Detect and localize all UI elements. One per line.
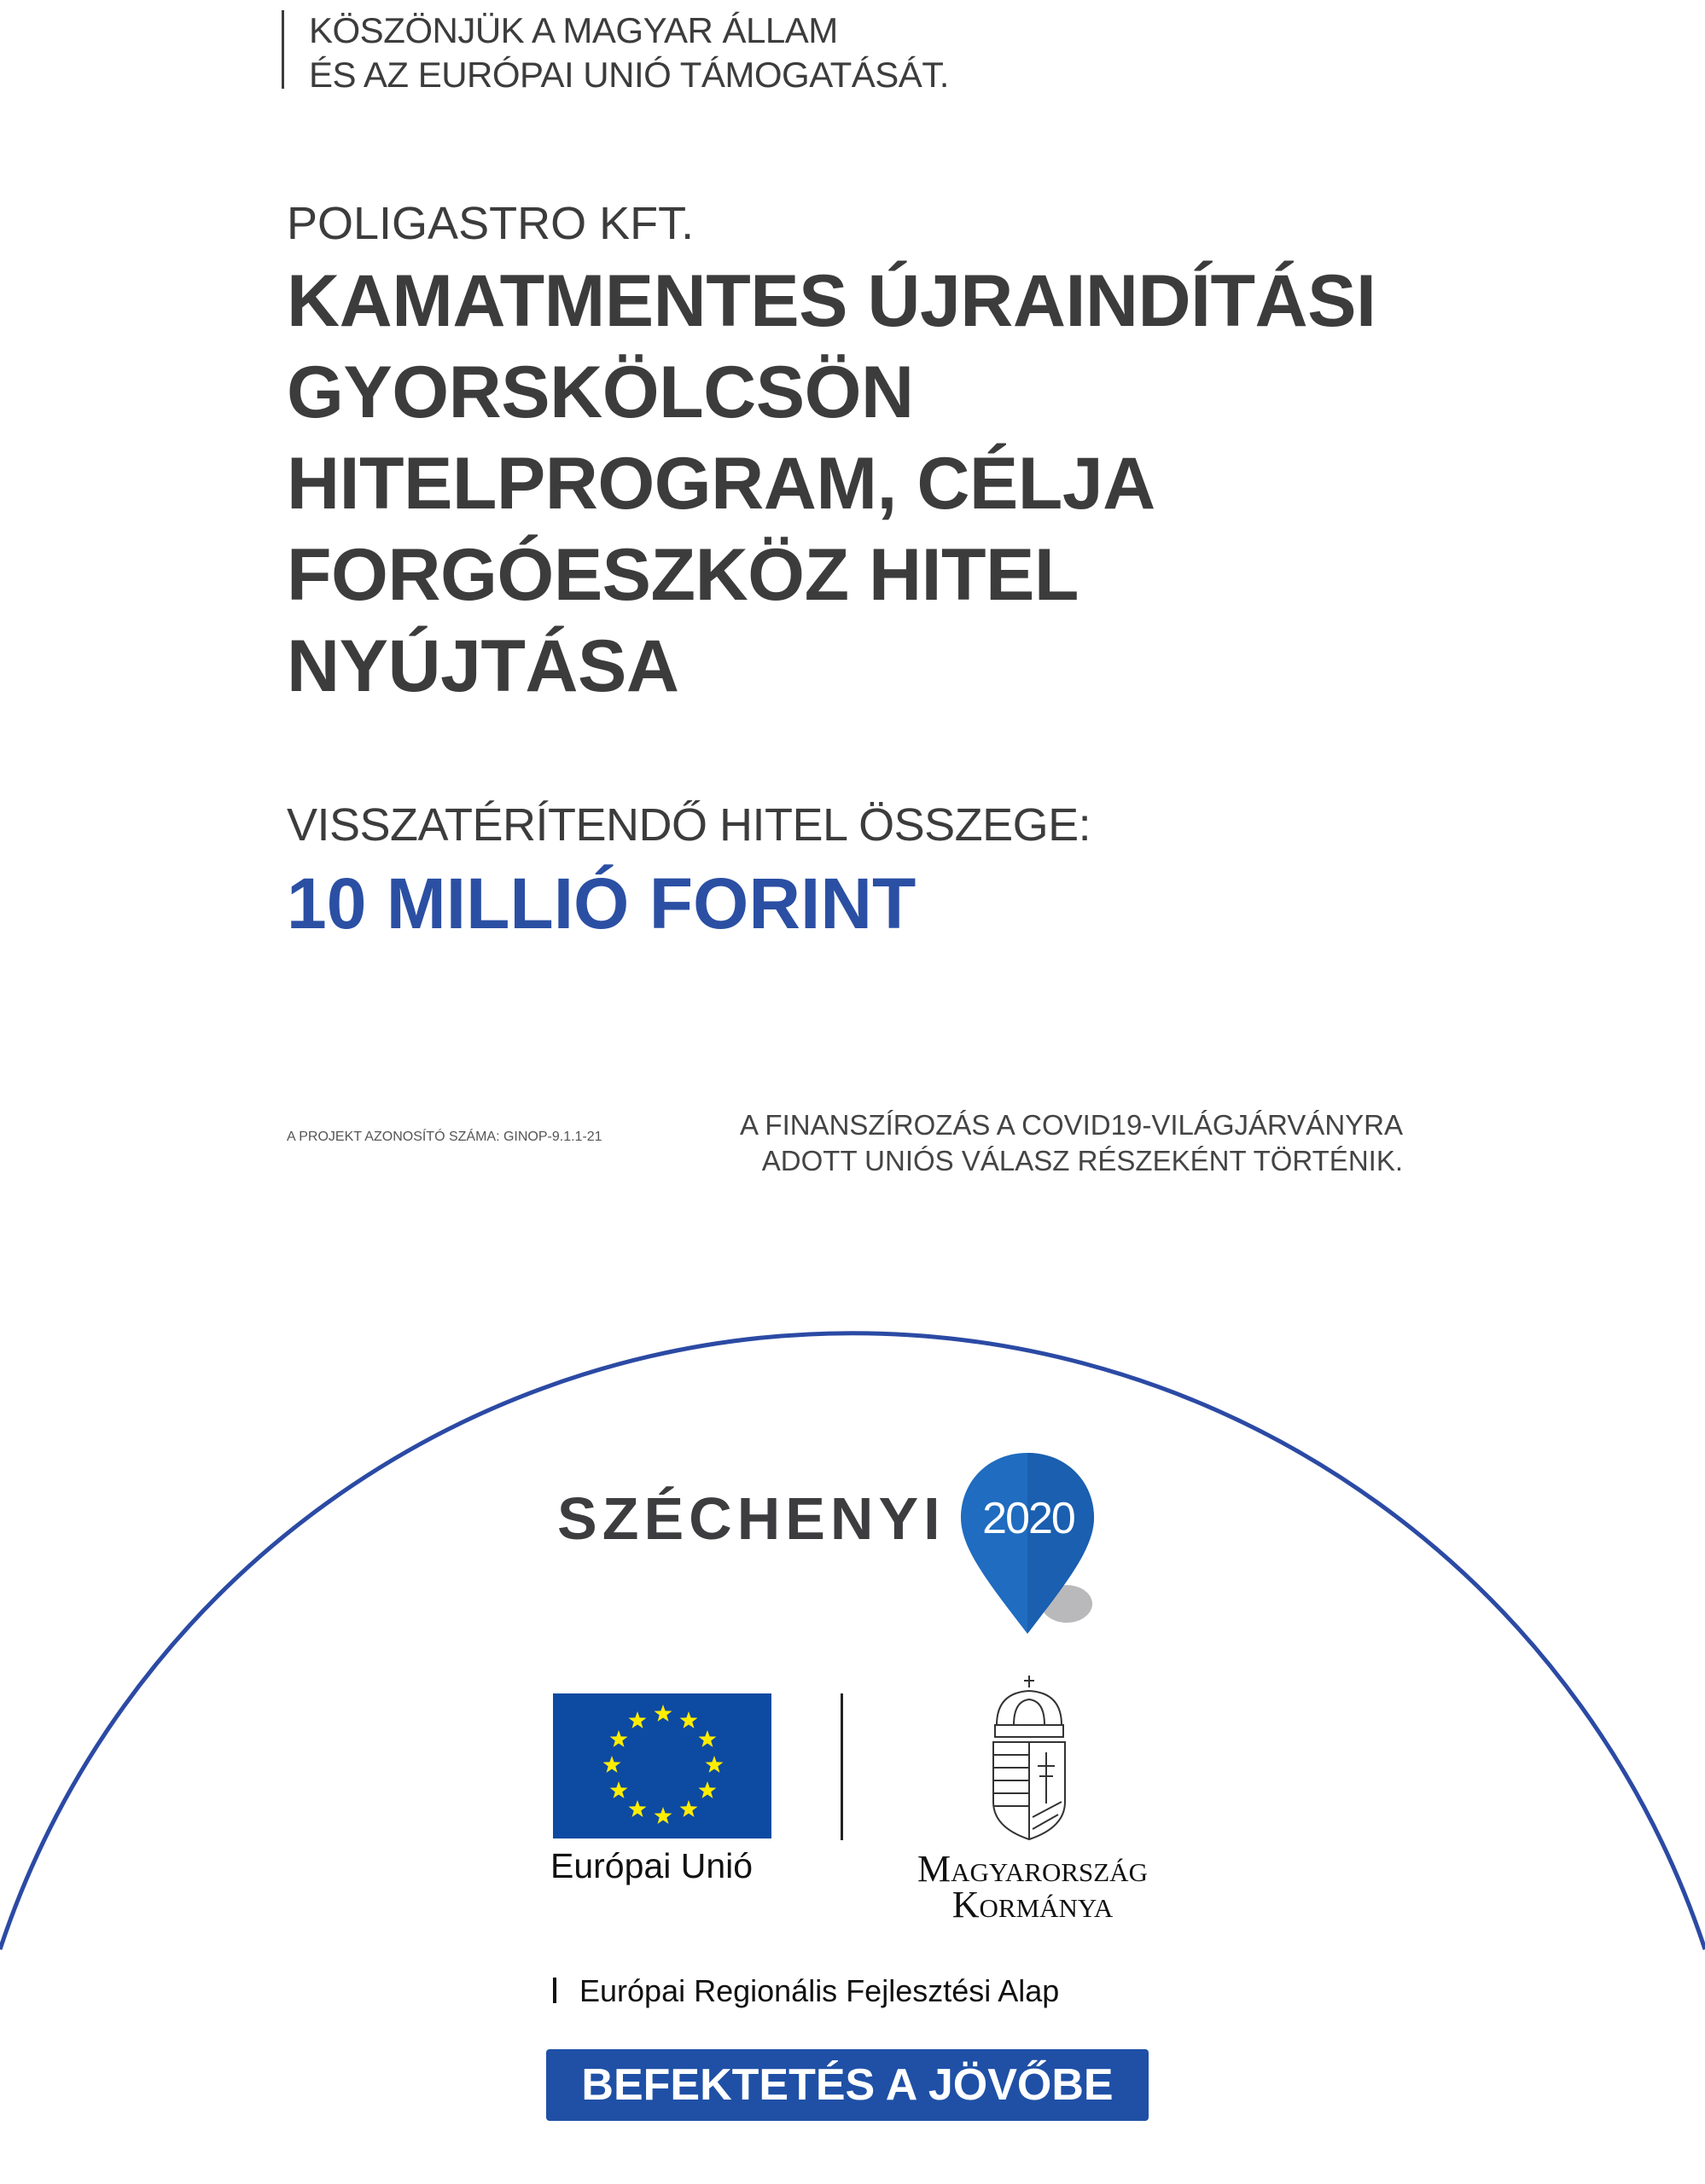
thanks-text [309,9,949,97]
title-line: FORGÓESZKÖZ HITEL [287,534,1079,616]
thanks-line-1: KÖSZÖNJÜK A MAGYAR ÁLLAM [309,10,838,50]
covid-line-2: ADOTT UNIÓS VÁLASZ RÉSZEKÉNT TÖRTÉNIK. [761,1145,1403,1176]
amount-value: 10 MILLIÓ FORINT [287,863,917,944]
title-line: GYORSKÖLCSÖN [287,351,914,433]
amount-label: VISSZATÉRÍTENDŐ HITEL ÖSSZEGE: [287,799,1091,851]
eu-star-icon [706,1756,724,1773]
szechenyi-year: 2020 [982,1494,1074,1543]
covid-note [740,1107,1403,1179]
logo-divider [841,1693,843,1840]
eu-label: Európai Unió [550,1846,754,1885]
hungarian-coat-of-arms-icon [988,1674,1070,1841]
eu-star-icon [610,1730,628,1747]
eu-star-icon [699,1730,717,1747]
eu-stars-icon [553,1693,771,1838]
title-line: HITELPROGRAM, CÉLJA [287,443,1155,525]
gov-line-2: Kormánya [951,1884,1114,1926]
eu-flag [553,1693,771,1838]
project-title [287,256,1669,712]
covid-line-1: A FINANSZÍROZÁS A COVID19-VILÁGJÁRVÁNYRA [740,1109,1403,1141]
gov-line-1: Magyarország [917,1848,1148,1890]
eu-star-icon [603,1756,621,1773]
location-pin-icon [947,1446,1118,1642]
title-line: KAMATMENTES ÚJRAINDÍTÁSI [287,260,1376,342]
fund-divider [553,1978,556,2003]
eu-star-icon [699,1781,717,1798]
eu-star-icon [629,1711,647,1728]
eu-star-icon [655,1807,672,1824]
thanks-divider [282,10,284,89]
eu-star-icon [680,1800,698,1817]
company-name: POLIGASTRO KFT. [287,198,695,249]
government-label [887,1848,1178,1926]
eu-star-icon [655,1705,672,1722]
thanks-line-2: ÉS AZ EURÓPAI UNIÓ TÁMOGATÁSÁT. [309,55,949,95]
project-id: A PROJEKT AZONOSÍTÓ SZÁMA: GINOP-9.1.1-21 [287,1130,602,1144]
title-line: NYÚJTÁSA [287,625,679,707]
fund-label: Európai Regionális Fejlesztési Alap [579,1973,1060,2008]
eu-star-icon [680,1711,698,1728]
eu-star-icon [629,1800,647,1817]
szechenyi-logo-text: SZÉCHENYI [557,1485,946,1552]
decorative-arc [0,1314,1705,1962]
slogan-banner: BEFEKTETÉS A JÖVŐBE [546,2049,1149,2121]
eu-star-icon [610,1781,628,1798]
